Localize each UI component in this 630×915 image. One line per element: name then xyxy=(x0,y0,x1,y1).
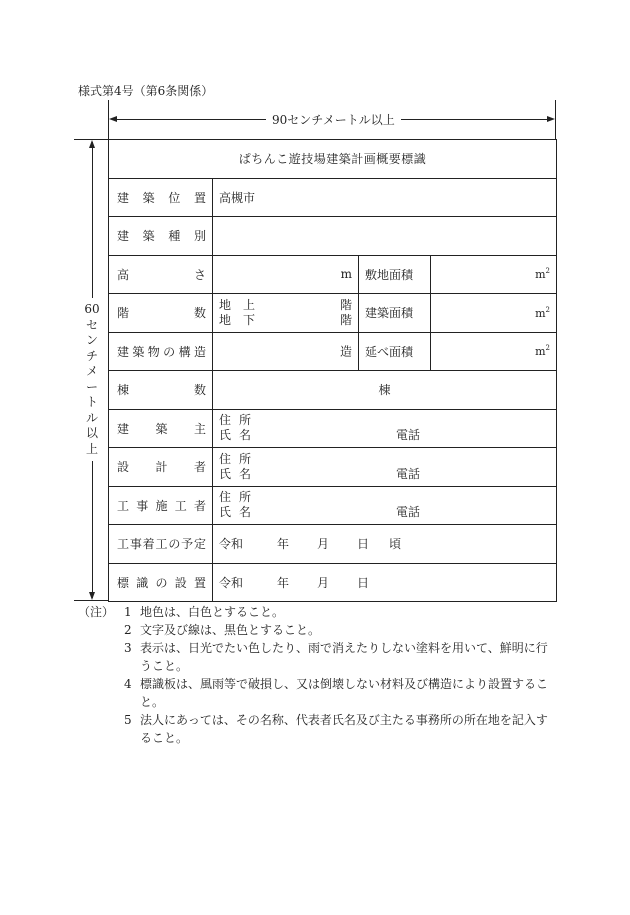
start-date: 令和 年 月 日 頃 xyxy=(213,525,557,564)
width-guide-right-tick xyxy=(555,100,556,139)
location-value: 高槻市 xyxy=(213,178,557,217)
owner-tel-label: 電話 xyxy=(396,428,421,442)
note-item-4: 4 標識板は、風雨等で破損し、又は倒壊しない材料及び構造により設置するこ xyxy=(124,677,549,691)
sign-table xyxy=(108,139,557,602)
height-row xyxy=(109,255,557,294)
floor-area-label: 延べ面積 xyxy=(359,332,431,371)
floors-label: 階 数 xyxy=(109,294,213,333)
note-item-2: 2 文字及び線は、黒色とすること。 xyxy=(124,623,321,637)
owner-label: 建 築 主 xyxy=(109,409,213,448)
floors-below: 地 下 階 xyxy=(219,312,352,327)
note-item-5-cont: ること。 xyxy=(140,731,189,745)
site-area-value xyxy=(431,255,557,294)
height-unit: m xyxy=(340,267,352,282)
builder-label: 工 事 施 工 者 xyxy=(109,486,213,525)
designer-label: 設 計 者 xyxy=(109,448,213,487)
building-area-unit: $m^2$ xyxy=(535,305,551,320)
designer-row xyxy=(109,448,557,487)
builder-row xyxy=(109,486,557,525)
building-area-label: 建築面積 xyxy=(359,294,431,333)
sign-title-row xyxy=(109,140,557,179)
owner-contact: 住 所 氏 名 電話 xyxy=(213,409,557,448)
site-area-unit: $m^2$ xyxy=(535,267,551,282)
building-area-value xyxy=(431,294,557,333)
floors-row xyxy=(109,294,557,333)
height-guide-bottom-tick xyxy=(74,600,108,601)
structure-label: 建 築 物 の 構 造 xyxy=(109,332,213,371)
count-row xyxy=(109,371,557,410)
start-row xyxy=(109,525,557,564)
floor-area-value xyxy=(431,332,557,371)
floors-value xyxy=(213,294,359,333)
structure-row xyxy=(109,332,557,371)
count-label: 棟 数 xyxy=(109,371,213,410)
type-value xyxy=(213,217,557,256)
floors-above: 地 上 階 xyxy=(219,297,352,312)
builder-contact: 住 所 氏 名 電話 xyxy=(213,486,557,525)
height-arrow-up-icon xyxy=(89,140,95,148)
height-label: 60センチメートル以上 xyxy=(84,298,100,461)
designer-tel-label: 電話 xyxy=(396,466,421,481)
note-item-4-cont: と。 xyxy=(140,695,165,709)
sign-setup-label: 標 識 の 設 置 xyxy=(109,563,213,602)
floor-area-unit: $m^2$ xyxy=(535,344,551,359)
note-item-5: 5 法人にあっては、その名称、代表者氏名及び主たる事務所の所在地を記入す xyxy=(124,713,548,727)
height-arrow-down-icon xyxy=(89,592,95,600)
structure-unit: 造 xyxy=(339,344,352,359)
start-label: 工 事 着 工 の 予 定 xyxy=(109,525,213,564)
sign-title: ぱちんこ遊技場建築計画概要標識 xyxy=(109,140,557,179)
sign-setup-row xyxy=(109,563,557,602)
width-arrow-left-icon xyxy=(109,116,117,122)
height-value xyxy=(213,255,359,294)
height-label-cell: 高 さ xyxy=(109,255,213,294)
width-arrow-right-icon xyxy=(547,116,555,122)
structure-value xyxy=(213,332,359,371)
location-row xyxy=(109,178,557,217)
type-label: 建 築 種 別 xyxy=(109,217,213,256)
note-item-3: 3 表示は、日光でたい色したり、雨で消えたりしない塗料を用いて、鮮明に行 xyxy=(124,641,548,655)
sign-setup-date: 令和 年 月 日 xyxy=(213,563,557,602)
note-item-3-cont: うこと。 xyxy=(140,659,189,673)
notes-head: （注） xyxy=(78,605,115,619)
designer-contact: 住 所 氏 名 電話 xyxy=(213,448,557,487)
count-value: 棟 xyxy=(213,371,557,410)
width-label: 90センチメートル以上 xyxy=(266,111,401,128)
notes xyxy=(78,603,558,747)
type-row xyxy=(109,217,557,256)
note-item-1: （注） 1 地色は、白色とすること。 xyxy=(78,605,285,619)
site-area-label: 敷地面積 xyxy=(359,255,431,294)
builder-tel-label: 電話 xyxy=(396,505,421,519)
location-label: 建 築 位 置 xyxy=(109,178,213,217)
owner-row xyxy=(109,409,557,448)
form-id: 様式第4号（第6条関係） xyxy=(78,84,214,98)
